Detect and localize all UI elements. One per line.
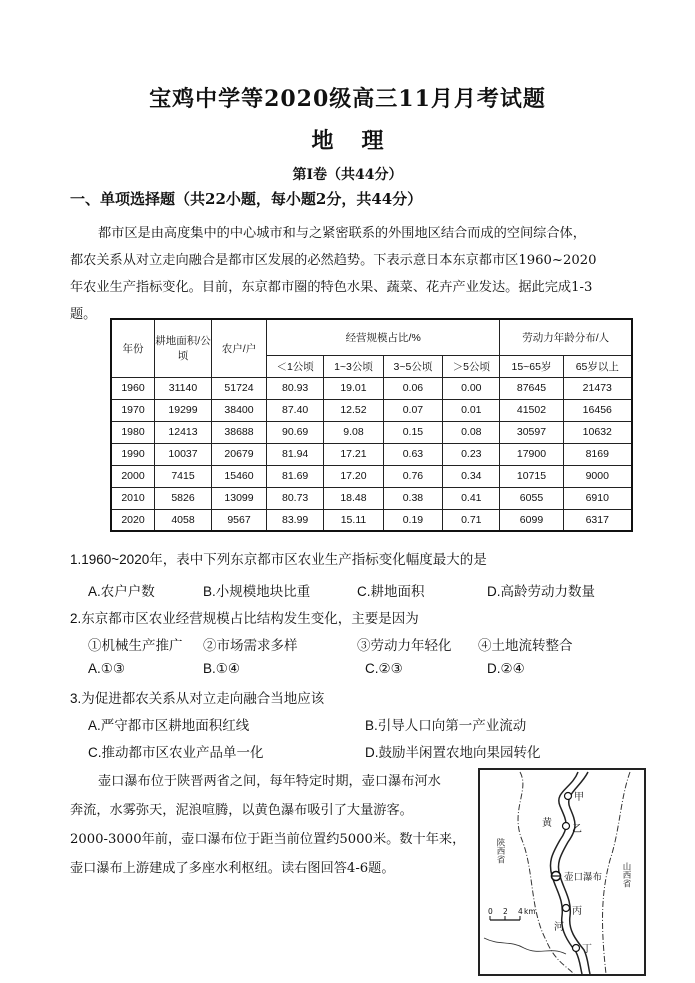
passage-2-line: 2000-3000年前，壶口瀑布位于距当前位置约5000米。数十年来， (70, 832, 466, 847)
table-cell: 0.01 (443, 399, 500, 421)
header-scale-col: ＞5公顷 (443, 355, 500, 377)
table-cell: 80.93 (267, 377, 324, 399)
table-cell: 80.73 (267, 487, 324, 509)
table-cell: 12.52 (324, 399, 383, 421)
table-cell: 41502 (500, 399, 563, 421)
q2-statement-3: ③劳动力年轻化 (357, 638, 452, 653)
table-cell: 12413 (155, 421, 212, 443)
passage-2 (70, 767, 470, 883)
table-cell: 0.19 (383, 509, 442, 531)
table-row (111, 487, 632, 509)
table-cell: 0.34 (443, 465, 500, 487)
table-cell: 8169 (563, 443, 632, 465)
header-scale-col: ＜1公顷 (267, 355, 324, 377)
table-cell: 38688 (212, 421, 267, 443)
table-cell: 9567 (212, 509, 267, 531)
table-cell: 83.99 (267, 509, 324, 531)
q1-option-c: C.耕地面积 (357, 584, 425, 599)
q3-option-d: D.鼓励半闲置农地向果园转化 (365, 745, 541, 760)
table-cell: 6317 (563, 509, 632, 531)
table-cell: 10632 (563, 421, 632, 443)
passage-2-line: 奔流，水雾弥天，泥浪喧腾，以黄色瀑布吸引了大量游客。 (70, 803, 413, 818)
passage-1-line: 题。 (70, 307, 97, 322)
subject-title: 地理 (311, 128, 412, 154)
table-cell: 9.08 (324, 421, 383, 443)
q1-option-d: D.高龄劳动力数量 (487, 584, 595, 599)
table-row (111, 443, 632, 465)
table-cell: 6099 (500, 509, 563, 531)
table-cell: 51724 (212, 377, 267, 399)
table-cell: 1960 (111, 377, 155, 399)
header-labor-col: 65岁以上 (563, 355, 632, 377)
label-river-huang: 黄 (542, 818, 552, 829)
table-cell: 2000 (111, 465, 155, 487)
header-scale-group: 经营规模占比/% (267, 319, 500, 355)
tributary (484, 938, 566, 954)
passage-1 (70, 220, 630, 328)
q2-option-a: A.①③ (88, 661, 125, 676)
label-jia: 甲 (574, 792, 584, 803)
point-yi-marker (563, 823, 570, 830)
q3-stem: 3.为促进都农关系从对立走向融合当地应该 (70, 691, 325, 706)
scale-label-4: 4 (518, 907, 523, 916)
label-yi: 乙 (572, 824, 582, 835)
passage-1-line: 年农业生产指标变化。目前，东京都市圈的特色水果、蔬菜、花卉产业发达。据此完成1-3 (70, 280, 593, 295)
label-ding: 丁 (582, 944, 592, 955)
table-cell: 2020 (111, 509, 155, 531)
agriculture-table (110, 318, 633, 532)
label-waterfall: 壶口瀑布 (564, 872, 603, 883)
table-cell: 31140 (155, 377, 212, 399)
q2-stem: 2.东京都市区农业经营规模占比结构发生变化，主要是因为 (70, 611, 419, 626)
table-cell: 10715 (500, 465, 563, 487)
table-row (111, 421, 632, 443)
q2-statement-2: ②市场需求多样 (203, 638, 298, 653)
table-cell: 1980 (111, 421, 155, 443)
table-cell: 0.00 (443, 377, 500, 399)
scale-label-unit: km (524, 907, 536, 916)
table-cell: 6055 (500, 487, 563, 509)
table-cell: 30597 (500, 421, 563, 443)
header-labor-col: 15~65岁 (500, 355, 563, 377)
table-cell: 0.23 (443, 443, 500, 465)
q3-option-a: A.严守都市区耕地面积红线 (88, 718, 250, 733)
volume-heading: 第I卷（共44分） (292, 167, 403, 183)
table-cell: 16456 (563, 399, 632, 421)
label-shanxi: 山西省 (621, 862, 631, 888)
q2-option-d: D.②④ (487, 661, 525, 676)
header-scale-col: 1~3公顷 (324, 355, 383, 377)
q2-statement-4: ④土地流转整合 (478, 638, 573, 653)
table-cell: 5826 (155, 487, 212, 509)
table-cell: 87.40 (267, 399, 324, 421)
header-year: 年份 (111, 319, 155, 377)
point-bing-marker (563, 905, 570, 912)
table-cell: 81.69 (267, 465, 324, 487)
table-cell: 90.69 (267, 421, 324, 443)
header-farmland: 耕地面积/公顷 (155, 319, 212, 377)
q1-option-b: B.小规模地块比重 (203, 584, 311, 599)
q2-statement-1: ①机械生产推广 (88, 638, 183, 653)
label-shaanxi: 陕西省 (495, 838, 505, 864)
table-cell: 9000 (563, 465, 632, 487)
table-cell: 15.11 (324, 509, 383, 531)
label-river-he: 河 (554, 922, 564, 933)
table-cell: 4058 (155, 509, 212, 531)
table-cell: 1970 (111, 399, 155, 421)
q3-option-c: C.推动都市区农业产品单一化 (88, 745, 264, 760)
table-cell: 19299 (155, 399, 212, 421)
table-cell: 17.20 (324, 465, 383, 487)
q1-option-a: A.农户户数 (88, 584, 155, 599)
label-bing: 丙 (572, 906, 582, 917)
table-row (111, 465, 632, 487)
header-households: 农户/户 (212, 319, 267, 377)
table-row (111, 377, 632, 399)
passage-1-line: 都市区是由高度集中的中心城市和与之紧密联系的外围地区结合而成的空间综合体， (98, 226, 586, 241)
table-cell: 15460 (212, 465, 267, 487)
q1-stem: 1.1960~2020年，表中下列东京都市区农业生产指标变化幅度最大的是 (70, 552, 487, 567)
table-cell: 13099 (212, 487, 267, 509)
hukou-waterfall-map (478, 768, 646, 976)
header-scale-col: 3~5公顷 (383, 355, 442, 377)
table-cell: 0.41 (443, 487, 500, 509)
q2-option-c: C.②③ (365, 661, 403, 676)
table-cell: 0.15 (383, 421, 442, 443)
table-cell: 0.07 (383, 399, 442, 421)
table-cell: 6910 (563, 487, 632, 509)
passage-2-line: 壶口瀑布位于陕晋两省之间，每年特定时期，壶口瀑布河水 (98, 774, 441, 789)
table-cell: 7415 (155, 465, 212, 487)
table-cell: 38400 (212, 399, 267, 421)
table-cell: 17.21 (324, 443, 383, 465)
table-cell: 18.48 (324, 487, 383, 509)
scale-label-2: 2 (503, 907, 508, 916)
table-cell: 0.76 (383, 465, 442, 487)
table-cell: 17900 (500, 443, 563, 465)
table-cell: 10037 (155, 443, 212, 465)
table-cell: 21473 (563, 377, 632, 399)
table-row (111, 399, 632, 421)
table-cell: 0.38 (383, 487, 442, 509)
passage-2-line: 壶口瀑布上游建成了多座水利枢纽。读右图回答4-6题。 (70, 861, 395, 876)
table-row (111, 509, 632, 531)
exam-title: 宝鸡中学等2020级高三11月月考试题 (149, 86, 546, 112)
table-cell: 2010 (111, 487, 155, 509)
header-labor-group: 劳动力年龄分布/人 (500, 319, 632, 355)
table-cell: 20679 (212, 443, 267, 465)
table-cell: 87645 (500, 377, 563, 399)
q3-option-b: B.引导人口向第一产业流动 (365, 718, 527, 733)
passage-1-line: 都农关系从对立走向融合是都市区发展的必然趋势。下表示意日本东京都市区1960~2020 (70, 253, 597, 268)
table-cell: 1990 (111, 443, 155, 465)
table-cell: 0.63 (383, 443, 442, 465)
point-jia-marker (565, 793, 572, 800)
table-cell: 0.71 (443, 509, 500, 531)
table-cell: 0.06 (383, 377, 442, 399)
table-cell: 0.08 (443, 421, 500, 443)
table-cell: 19.01 (324, 377, 383, 399)
scale-label-0: 0 (488, 907, 493, 916)
q2-option-b: B.①④ (203, 661, 240, 676)
section-heading: 一、单项选择题（共22小题，每小题2分，共44分） (70, 190, 423, 208)
map-canvas (480, 770, 644, 974)
point-ding-marker (573, 945, 580, 952)
table-cell: 81.94 (267, 443, 324, 465)
